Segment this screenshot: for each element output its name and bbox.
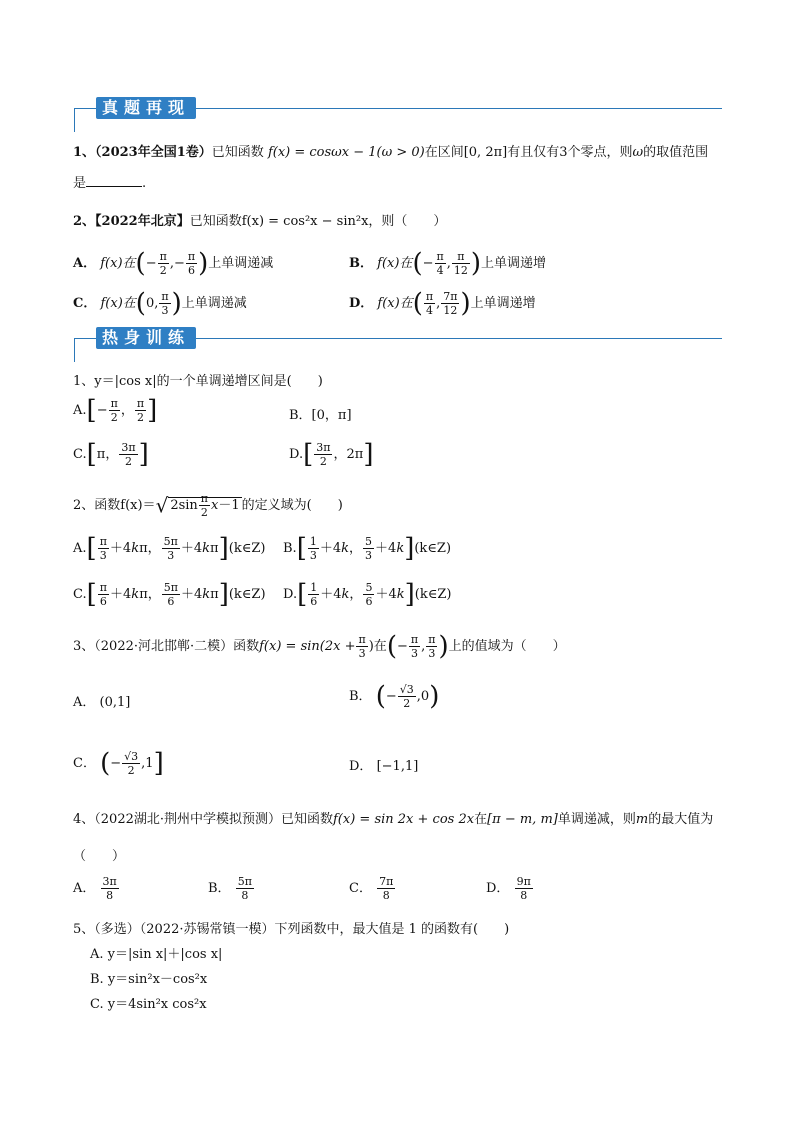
warmup-question-2: 2、函数f(x)＝√ 2sin $\frac{\pi}{2}$ x－1 的定义域为( ) — [73, 492, 343, 519]
w3-option-c: C． (− $\frac{√3}{2}$ ,1] — [73, 748, 164, 779]
warmup-question-5: 5、（多选）（2022·苏锡常镇一模）下列函数中，最大值是 1 的函数有( ) — [73, 922, 510, 937]
w5-option-b: B. y＝sin²x－cos²x — [90, 972, 208, 987]
w5-option-c: C. y＝4sin²x cos²x — [90, 997, 207, 1012]
w2-option-b: B.[ $\frac{1}{3}$ ＋4k， $\frac{5}{3}$ ＋4k](k∈Z) — [283, 533, 452, 564]
q2-option-c: C． f(x)在(0, $\frac{\pi}{3}$ )上单调递减 — [73, 288, 247, 319]
w2-option-a: A.[ $\frac{\pi}{3}$ ＋4kπ， $\frac{5\pi}{3}$ ＋4kπ](k∈Z) — [73, 533, 266, 564]
w4-paren: （ ） — [73, 849, 126, 864]
w4-option-b: B． $\frac{5\pi}{8}$ — [208, 875, 252, 902]
warmup-question-1: 1、y＝|cos x|的一个单调递增区间是( ) — [73, 374, 323, 389]
w2-option-c: C.[ $\frac{\pi}{6}$ ＋4kπ， $\frac{5\pi}{6}$ ＋4kπ](k∈Z) — [73, 579, 266, 610]
w4-option-a: A． $\frac{3\pi}{8}$ — [73, 875, 117, 902]
w1-option-a: A.[− $\frac{\pi}{2}$ ， $\frac{\pi}{2}$ ] — [73, 395, 158, 426]
q2-option-b: B． f(x)在(− $\frac{\pi}{4}$ , $\frac{\pi}{12}$ )上单调递增 — [349, 248, 547, 279]
question-2: 2、【2022年北京】已知函数f(x) = cos²x − sin²x，则（ ） — [73, 214, 447, 229]
question-1: 1、（2023年全国1卷）已知函数 f(x) = cosωx − 1(ω > 0)在区间[0, 2π]有且仅有3个零点，则ω的取值范围 — [73, 145, 709, 160]
warmup-question-4: 4、（2022湖北·荆州中学模拟预测）已知函数f(x) = sin 2x + cos 2x在[π − m, m]单调递减，则m的最大值为 — [73, 812, 714, 827]
w1-option-d: D.[ $\frac{3\pi}{2}$ ，2π] — [289, 439, 374, 470]
section-rule-tick — [74, 108, 75, 132]
section-title-warmup: 热身训练 — [96, 327, 196, 349]
w2-option-d: D.[ $\frac{1}{6}$ ＋4k， $\frac{5}{6}$ ＋4k](k∈Z) — [283, 579, 452, 610]
section-title-real-exam: 真题再现 — [96, 97, 196, 119]
w4-option-c: C． $\frac{7\pi}{8}$ — [349, 875, 394, 902]
section-rule-tick — [74, 338, 75, 362]
w1-option-b: B．[0，π] — [289, 408, 352, 423]
answer-blank[interactable] — [86, 176, 142, 187]
q2-option-a: A． f(x)在(− $\frac{\pi}{2}$ ,− $\frac{\pi}{6}$ )上单调递减 — [73, 248, 274, 279]
w3-option-d: D． [−1,1] — [349, 759, 419, 774]
w3-option-a: A． (0,1] — [73, 695, 131, 710]
q2-option-d: D． f(x)在( $\frac{\pi}{4}$ , $\frac{7\pi}{12}$ )上单调递增 — [349, 288, 536, 319]
warmup-question-3: 3、（2022·河北邯郸·二模）函数f(x) = sin(2x + $\frac{\pi}{3}$ )在(− $\frac{\pi}{3}$ , $\frac{\pi}{3}$ )上的值域为（ ） — [73, 631, 566, 662]
w5-option-a: A. y＝|sin x|＋|cos x| — [90, 947, 223, 962]
w3-option-b: B． (− $\frac{√3}{2}$ ,0) — [349, 681, 440, 712]
question-1-line2: 是 . — [73, 176, 147, 191]
w4-option-d: D． $\frac{9\pi}{8}$ — [486, 875, 531, 902]
w1-option-c: C.[π， $\frac{3\pi}{2}$ ] — [73, 439, 149, 470]
